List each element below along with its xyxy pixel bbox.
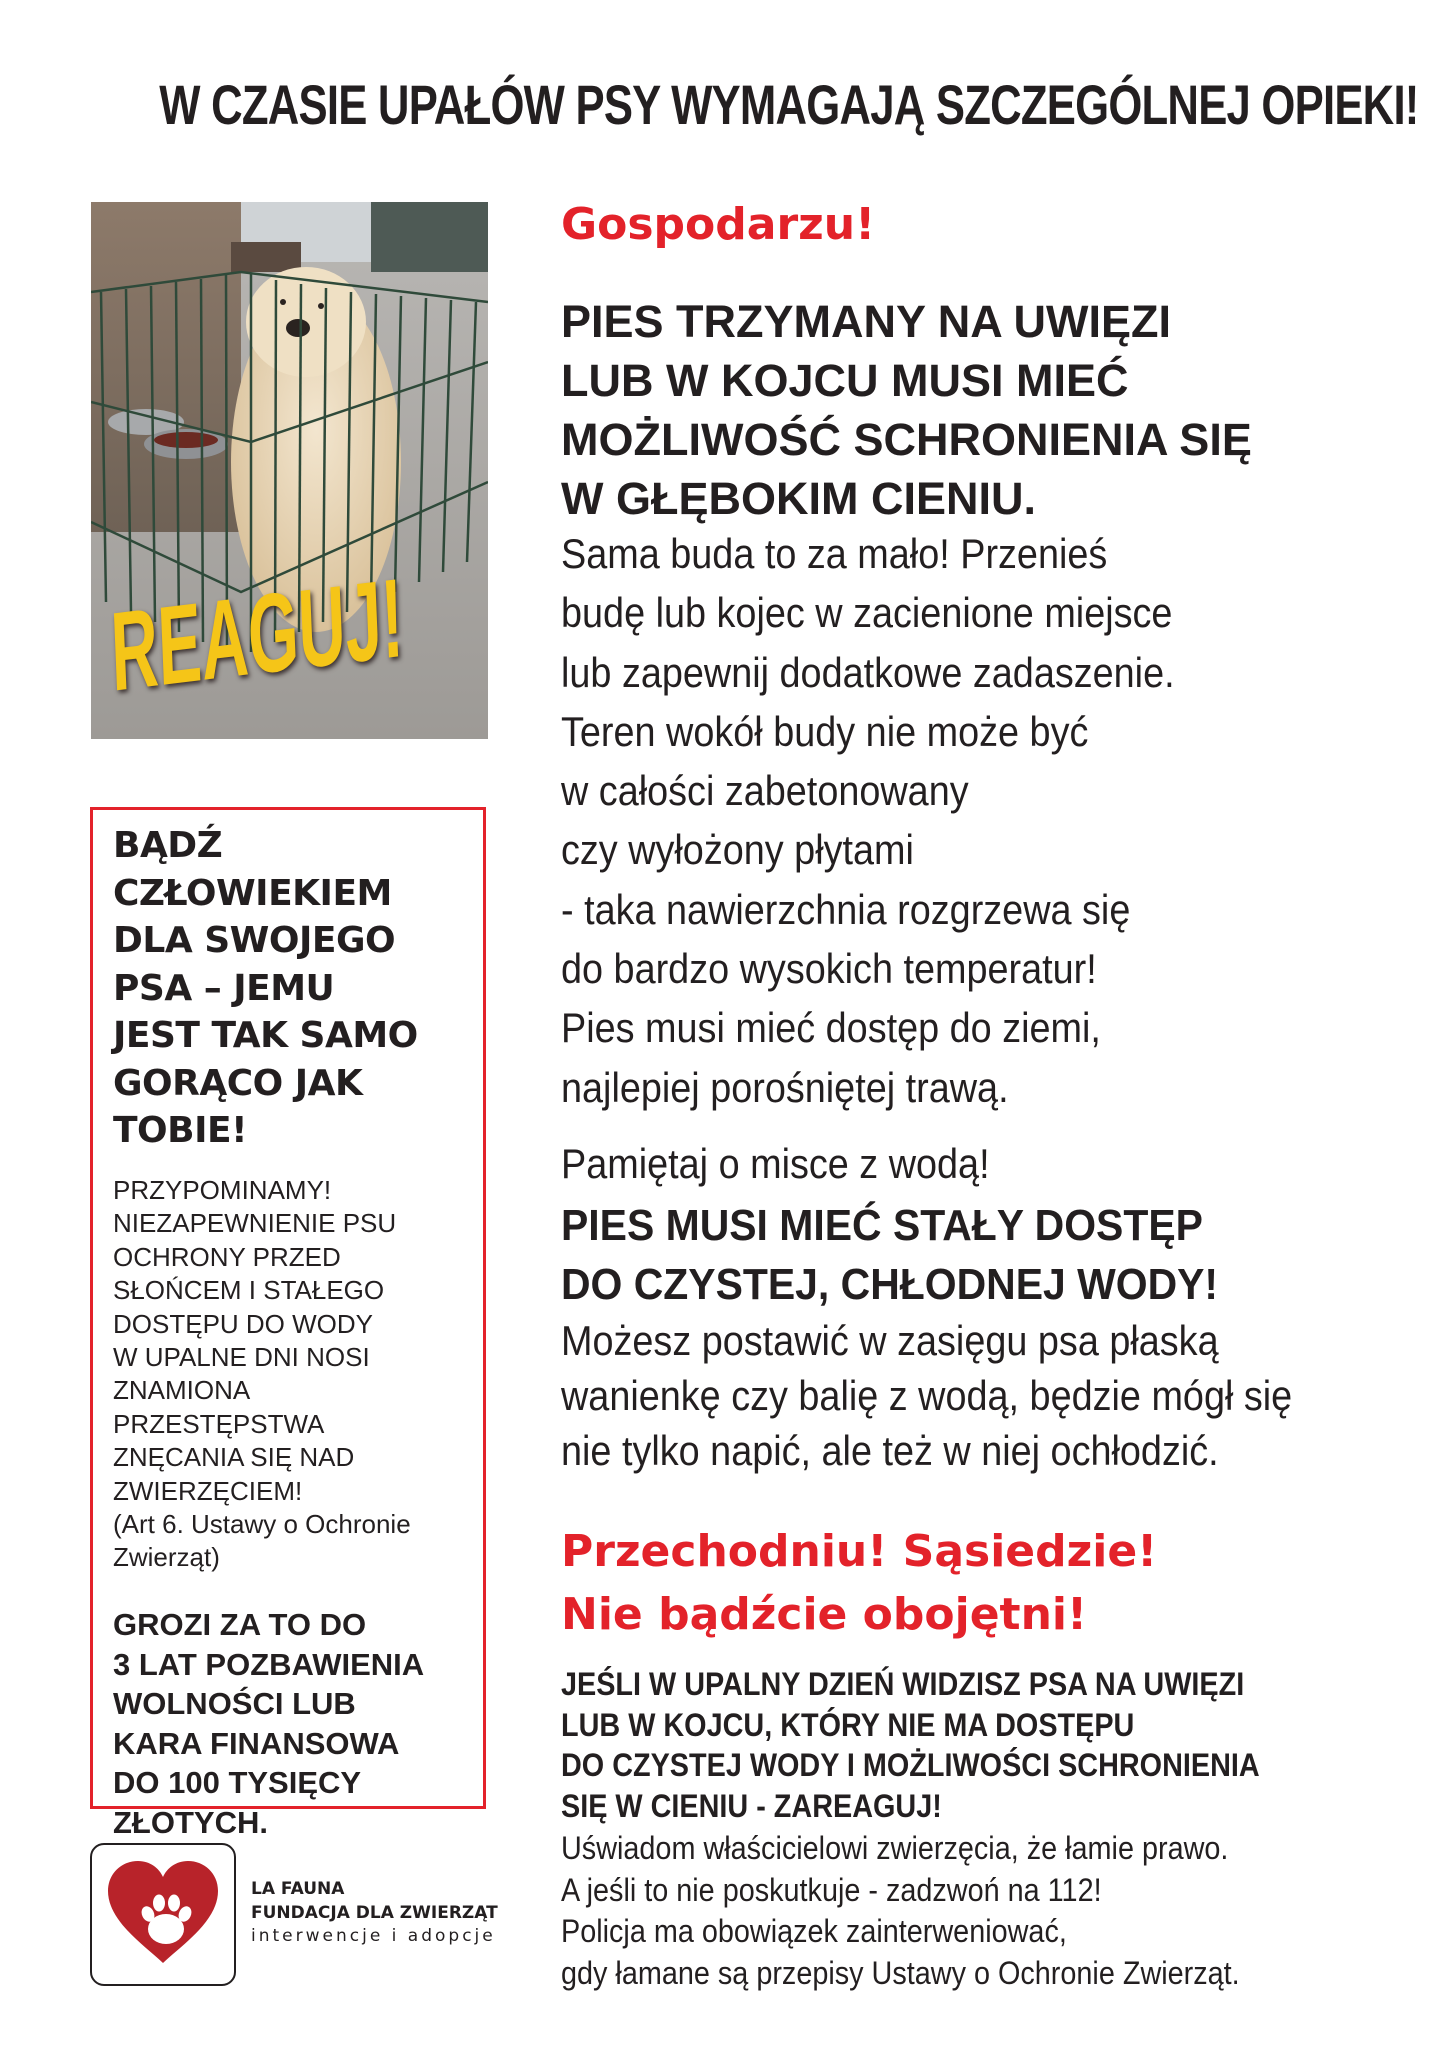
water-body-line: nie tylko napić, ale też w niej ochłodzić. <box>561 1427 1219 1474</box>
warning-penalty-line: ZŁOTYCH. <box>113 1804 268 1840</box>
org-name: LA FAUNA <box>251 1879 345 1899</box>
warning-body-line: W UPALNE DNI NOSI <box>113 1342 370 1373</box>
bystander-body-line: gdy łamane są przepisy Ustawy o Ochronie Zwierząt. <box>561 1954 1240 1991</box>
owner-caps-block <box>561 292 1252 528</box>
la-fauna-logo <box>90 1843 236 1986</box>
owner-body-line: budę lub kojec w zacienione miejsce <box>561 589 1173 637</box>
warning-heading-line: TOBIE! <box>113 1110 248 1151</box>
warning-body <box>113 1174 411 1575</box>
water-body <box>561 1313 1292 1478</box>
warning-penalty-line: DO 100 TYSIĘCY <box>113 1765 362 1800</box>
water-body-line: Możesz postawić w zasięgu psa płaską <box>561 1317 1219 1364</box>
warning-heading-line: JEST TAK SAMO <box>113 1015 418 1056</box>
water-caps-line: PIES MUSI MIEĆ STAŁY DOSTĘP <box>561 1201 1203 1250</box>
org-subtitle: FUNDACJA DLA ZWIERZĄT <box>251 1903 498 1923</box>
bystander-caps-line: LUB W KOJCU, KTÓRY NIE MA DOSTĘPU <box>561 1706 1135 1743</box>
warning-penalty-line: GROZI ZA TO DO <box>113 1607 367 1642</box>
owner-body-line: Pies musi mieć dostęp do ziemi, <box>561 1004 1101 1052</box>
owner-caps-line: PIES TRZYMANY NA UWIĘZI <box>561 296 1172 347</box>
bystander-heading-line: Przechodniu! Sąsiedzie! <box>561 1526 1158 1577</box>
water-body-line: wanienkę czy balię z wodą, będzie mógł się <box>561 1372 1293 1419</box>
warning-body-line: PRZESTĘPSTWA <box>113 1408 325 1439</box>
owner-body-line: Teren wokół budy nie może być <box>561 707 1089 755</box>
owner-body-line: - taka nawierzchnia rozgrzewa się <box>561 885 1131 933</box>
bystander-caps-line: DO CZYSTEJ WODY I MOŻLIWOŚCI SCHRONIENIA <box>561 1747 1260 1783</box>
owner-heading: Gospodarzu! <box>561 199 876 250</box>
owner-body-line: najlepiej porośniętej trawą. <box>561 1063 1009 1111</box>
bystander-heading-line: Nie bądźcie obojętni! <box>561 1589 1088 1640</box>
warning-body-line: ZNAMIONA <box>113 1375 251 1406</box>
warning-heading-line: PSA – JEMU <box>113 967 335 1009</box>
warning-heading-line: BĄDŹ <box>113 825 223 866</box>
warning-heading-line: CZŁOWIEKIEM <box>113 872 392 914</box>
owner-body-line: lub zapewnij dodatkowe zadaszenie. <box>561 648 1175 696</box>
bystander-caps-block <box>561 1664 1260 1826</box>
warning-body-line: Zwierząt) <box>113 1542 220 1573</box>
warning-penalty-line: KARA FINANSOWA <box>113 1725 400 1761</box>
page-title: W CZASIE UPAŁÓW PSY WYMAGAJĄ SZCZEGÓLNEJ OPIEKI! <box>159 73 1419 136</box>
owner-body-line: do bardzo wysokich temperatur! <box>561 945 1097 993</box>
warning-body-line: OCHRONY PRZED <box>113 1241 341 1272</box>
water-intro: Pamiętaj o misce z wodą! <box>561 1140 990 1187</box>
warning-heading-line: GORĄCO JAK <box>113 1062 363 1104</box>
heart-paw-icon <box>104 1859 222 1969</box>
owner-body-line: Sama buda to za mało! Przenieś <box>561 530 1108 577</box>
warning-heading-line: DLA SWOJEGO <box>113 920 396 961</box>
bystander-body <box>561 1828 1240 1994</box>
warning-body-line: NIEZAPEWNIENIE PSU <box>113 1208 397 1239</box>
warning-body-line: (Art 6. Ustawy o Ochronie <box>113 1509 411 1540</box>
owner-body-line: czy wyłożony płytami <box>561 826 914 874</box>
warning-body-line: ZNĘCANIA SIĘ NAD <box>113 1442 355 1473</box>
owner-caps-line: LUB W KOJCU MUSI MIEĆ <box>561 355 1129 406</box>
dog-photo <box>91 202 488 739</box>
owner-caps-line: MOŻLIWOŚĆ SCHRONIENIA SIĘ <box>561 414 1252 465</box>
bystander-caps-line: JEŚLI W UPALNY DZIEŃ WIDZISZ PSA NA UWIĘZI <box>561 1666 1245 1702</box>
warning-body-line: SŁOŃCEM I STAŁEGO <box>113 1275 385 1306</box>
owner-body-line: w całości zabetonowany <box>561 767 969 815</box>
owner-body <box>561 524 1175 1117</box>
warning-heading <box>113 822 418 1155</box>
warning-body-line: PRZYPOMINAMY! <box>113 1175 332 1205</box>
bystander-heading <box>561 1520 1157 1646</box>
owner-caps-line: W GŁĘBOKIM CIENIU. <box>561 473 1036 524</box>
warning-body-line: ZWIERZĘCIEM! <box>113 1475 303 1506</box>
reaguj-overlay-text: REAGUJ! <box>108 554 406 715</box>
warning-penalty <box>113 1605 424 1842</box>
warning-penalty-line: WOLNOŚCI LUB <box>113 1686 356 1721</box>
warning-penalty-line: 3 LAT POZBAWIENIA <box>113 1646 425 1682</box>
bystander-caps-line: SIĘ W CIENIU - ZAREAGUJ! <box>561 1787 942 1824</box>
logo-text <box>251 1877 498 1947</box>
bystander-body-line: Policja ma obowiązek zainterweniować, <box>561 1913 1067 1949</box>
water-caps-block <box>561 1196 1218 1314</box>
warning-body-line: DOSTĘPU DO WODY <box>113 1308 374 1339</box>
bystander-body-line: A jeśli to nie poskutkuje - zadzwoń na 112! <box>561 1871 1102 1908</box>
org-tagline: interwencje i adopcje <box>251 1926 496 1946</box>
bystander-body-line: Uświadom właścicielowi zwierzęcia, że łamie prawo. <box>561 1830 1229 1866</box>
water-caps-line: DO CZYSTEJ, CHŁODNEJ WODY! <box>561 1260 1219 1309</box>
